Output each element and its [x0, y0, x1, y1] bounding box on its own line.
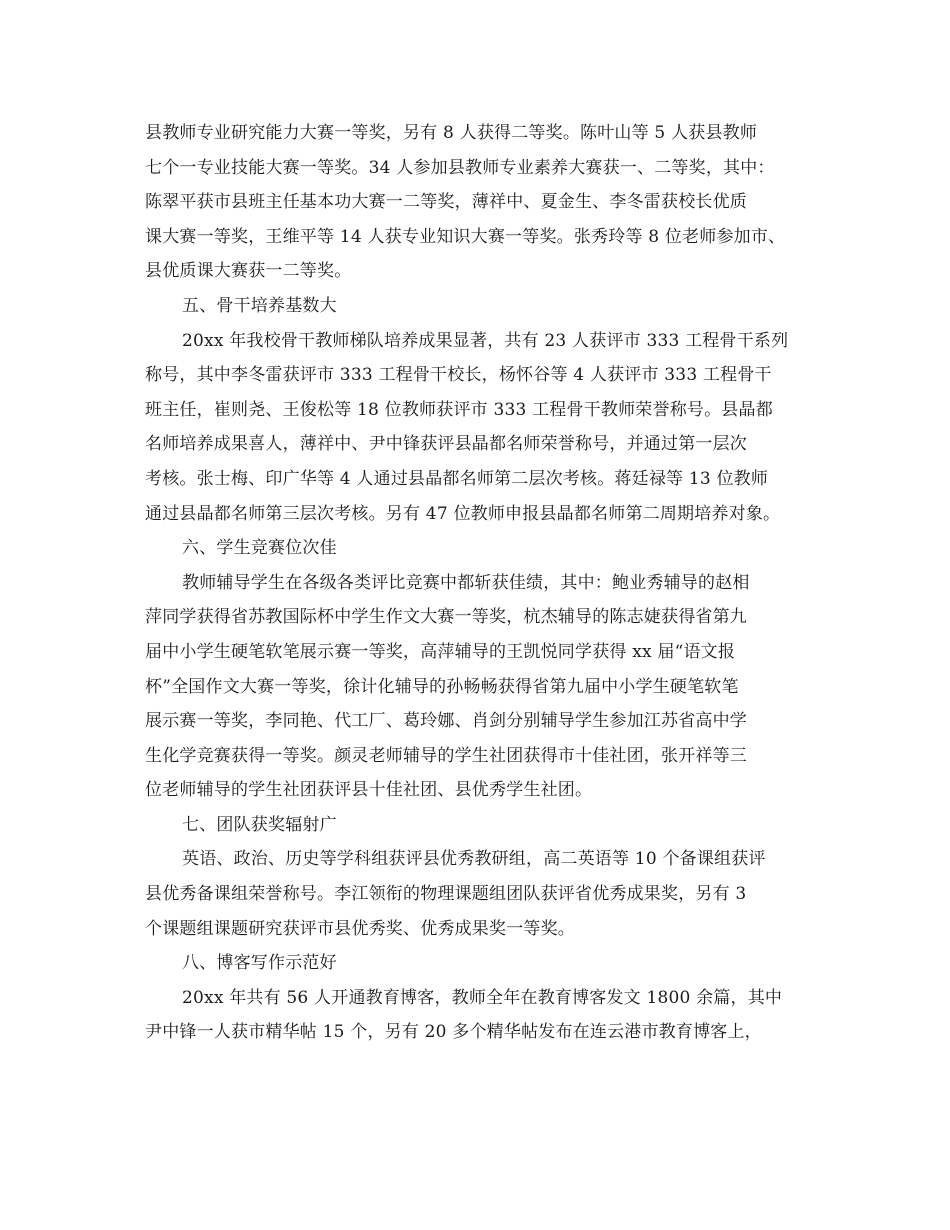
paragraph-start: 教师辅导学生在各级各类评比竞赛中都斩获佳绩，其中：鲍业秀辅导的赵相	[182, 572, 750, 593]
text-line: 届中小学生硬笔软笔展示赛一等奖，高萍辅导的王凯悦同学获得 xx 届“语文报	[145, 641, 736, 662]
text-line: 称号，其中李冬雷获评市 333 工程骨干校长，杨怀谷等 4 人获评市 333 工程骨干	[145, 365, 772, 386]
paragraph-start: 20xx 年我校骨干教师梯队培养成果显著，共有 23 人获评市 333 工程骨干系列	[182, 330, 789, 351]
text-line: 县优秀备课组荣誉称号。李江领衔的物理课题组团队获评省优秀成果奖，另有 3	[145, 884, 747, 905]
section-heading-8: 八、博客写作示范好	[182, 953, 337, 974]
paragraph-start: 英语、政治、历史等学科组获评县优秀教研组，高二英语等 10 个备课组获评	[182, 849, 766, 870]
text-line: 七个一专业技能大赛一等奖。34 人参加县教师专业素养大赛获一、二等奖，其中：	[145, 157, 775, 178]
text-line: 考核。张士梅、印广华等 4 人通过县晶都名师第二层次考核。蒋廷禄等 13 位教师	[145, 468, 769, 489]
section-heading-6: 六、学生竞赛位次佳	[182, 538, 337, 559]
text-line: 尹中锋一人获市精华帖 15 个，另有 20 多个精华帖发布在连云港市教育博客上，	[145, 1022, 762, 1043]
text-line: 个课题组课题研究获评市县优秀奖、优秀成果奖一等奖。	[145, 918, 575, 939]
text-line: 萍同学获得省苏教国际杯中学生作文大赛一等奖，杭杰辅导的陈志婕获得省第九	[145, 607, 747, 628]
section-heading-5: 五、骨干培养基数大	[182, 295, 337, 316]
text-line: 通过县晶都名师第三层次考核。另有 47 位教师申报县晶都名师第二周期培养对象。	[145, 503, 781, 524]
text-line: 名师培养成果喜人，薄祥中、尹中锋获评县晶都名师荣誉称号，并通过第一层次	[145, 434, 747, 455]
document-body	[145, 116, 825, 1050]
text-line: 展示赛一等奖，李同艳、代工厂、葛玲娜、肖剑分别辅导学生参加江苏省高中学	[145, 711, 747, 732]
text-line: 位老师辅导的学生社团获评县十佳社团、县优秀学生社团。	[145, 780, 593, 801]
text-line: 班主任，崔则尧、王俊松等 18 位教师获评市 333 工程骨干教师荣誉称号。县晶都	[145, 399, 773, 420]
text-line: 县教师专业研究能力大赛一等奖，另有 8 人获得二等奖。陈叶山等 5 人获县教师	[145, 123, 758, 143]
text-line: 生化学竞赛获得一等奖。颜灵老师辅导的学生社团获得市十佳社团，张开祥等三	[145, 745, 747, 766]
text-line: 陈翠平获市县班主任基本功大赛一二等奖，薄祥中、夏金生、李冬雷获校长优质	[145, 192, 747, 213]
text-line: 县优质课大赛获一二等奖。	[145, 261, 352, 282]
text-line: 课大赛一等奖，王维平等 14 人获专业知识大赛一等奖。张秀玲等 8 位老师参加市、	[145, 226, 786, 247]
text-line: 杯”全国作文大赛一等奖，徐计化辅导的孙畅畅获得省第九届中小学生硬笔软笔	[145, 676, 739, 697]
section-heading-7: 七、团队获奖辐射广	[182, 814, 337, 835]
paragraph-start: 20xx 年共有 56 人开通教育博客，教师全年在教育博客发文 1800 余篇，其中	[182, 987, 783, 1008]
